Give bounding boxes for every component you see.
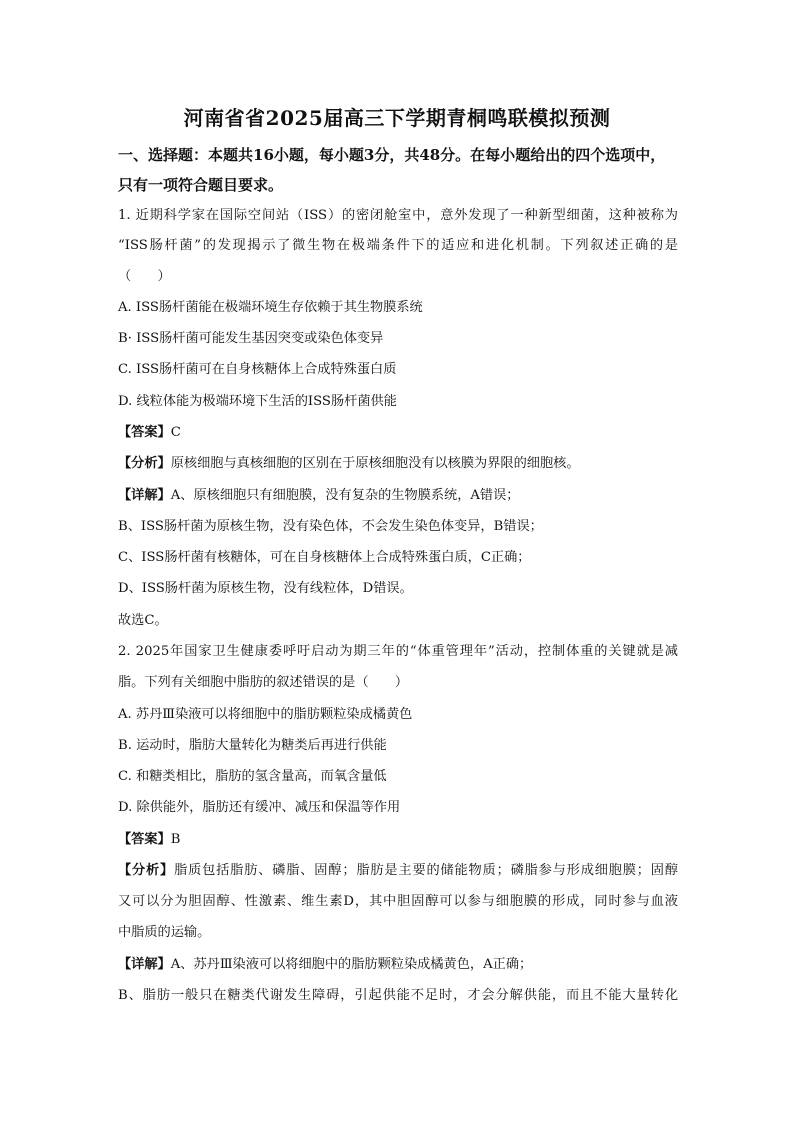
q1-option-a: A. ISS肠杆菌能在极端环境生存依赖于其生物膜系统	[118, 300, 423, 315]
q1-option-c: C. ISS肠杆菌可在自身核糖体上合成特殊蛋白质	[118, 362, 397, 377]
q1-analysis-text: 原核细胞与真核细胞的区别在于原核细胞没有以核膜为界限的细胞核。	[170, 456, 580, 471]
q1-option-d: D. 线粒体能为极端环境下生活的ISS肠杆菌供能	[118, 394, 397, 409]
q2-analysis-label: 【分析】	[118, 863, 175, 878]
q2-option-a: A. 苏丹Ⅲ染液可以将细胞中的脂肪颗粒染成橘黄色	[118, 707, 413, 722]
q2-answer-label: 【答案】	[118, 832, 171, 847]
q1-detail	[118, 486, 678, 506]
page-title: 河南省省2025届高三下学期青桐鸣联模拟预测	[183, 106, 611, 130]
q2-option-d: D. 除供能外，脂肪还有缓冲、减压和保温等作用	[118, 800, 401, 815]
q1-stem-line-2: “ISS肠杆菌”的发现揭示了微生物在极端条件下的适应和进化机制。下列叙述正确的是	[118, 238, 678, 253]
q2-analysis	[118, 861, 678, 881]
q1-answer-label: 【答案】	[118, 425, 171, 440]
q2-detail-a: A、苏丹Ⅲ染液可以将细胞中的脂肪颗粒染成橘黄色，A正确；	[170, 957, 533, 972]
q1-answer-value: C	[170, 425, 181, 440]
q1-analysis-label: 【分析】	[118, 456, 171, 471]
q1-detail-b: B、ISS肠杆菌为原核生物，没有染色体，不会发生染色体变异，B错误；	[118, 519, 543, 534]
q2-analysis-line-2: 又可以分为胆固醇、性激素、维生素D，其中胆固醇可以参与细胞膜的形成，同时参与血液	[118, 894, 678, 909]
q1-stem-line-1: 1. 近期科学家在国际空间站（ISS）的密闭舱室中，意外发现了一种新型细菌，这种被称为	[118, 208, 678, 223]
q2-option-b: B. 运动时，脂肪大量转化为糖类后再进行供能	[118, 738, 387, 753]
q1-answer	[118, 423, 678, 443]
q2-detail-b: B、脂肪一般只在糖类代谢发生障碍，引起供能不足时，才会分解供能，而且不能大量转化	[118, 988, 678, 1003]
q1-detail-label: 【详解】	[118, 488, 171, 503]
q2-analysis-line-3: 中脂质的运输。	[118, 925, 211, 940]
q2-stem-line-2: 脂。下列有关细胞中脂肪的叙述错误的是（ ）	[118, 675, 409, 690]
q1-conclusion: 故选C。	[118, 613, 168, 628]
q2-stem-line-1: 2. 2025年国家卫生健康委呼吁启动为期三年的“体重管理年”活动，控制体重的关键就是减	[118, 644, 678, 659]
q1-detail-c: C、ISS肠杆菌有核糖体，可在自身核糖体上合成特殊蛋白质，C正确；	[118, 550, 531, 565]
q1-stem-line-3: （ ）	[118, 269, 171, 284]
q1-detail-a: A、原核细胞只有细胞膜，没有复杂的生物膜系统，A错误；	[170, 488, 520, 503]
q2-detail	[118, 955, 678, 975]
q1-option-b: B· ISS肠杆菌可能发生基因突变或染色体变异	[118, 331, 384, 346]
q2-analysis-line-1: 脂质包括脂肪、磷脂、固醇；脂肪是主要的储能物质；磷脂参与形成细胞膜；固醇	[174, 863, 679, 878]
q2-detail-label: 【详解】	[118, 957, 171, 972]
q2-answer	[118, 830, 678, 850]
q1-detail-d: D、ISS肠杆菌为原核生物，没有线粒体，D错误。	[118, 581, 413, 596]
section-heading: 一、选择题：本题共16小题，每小题3分，共48分。在每小题给出的四个选项中，只有一项符合题目要求。	[118, 146, 666, 194]
q2-answer-value: B	[170, 832, 181, 847]
q1-analysis	[118, 454, 678, 474]
q2-option-c: C. 和糖类相比，脂肪的氢含量高，而氧含量低	[118, 769, 387, 784]
